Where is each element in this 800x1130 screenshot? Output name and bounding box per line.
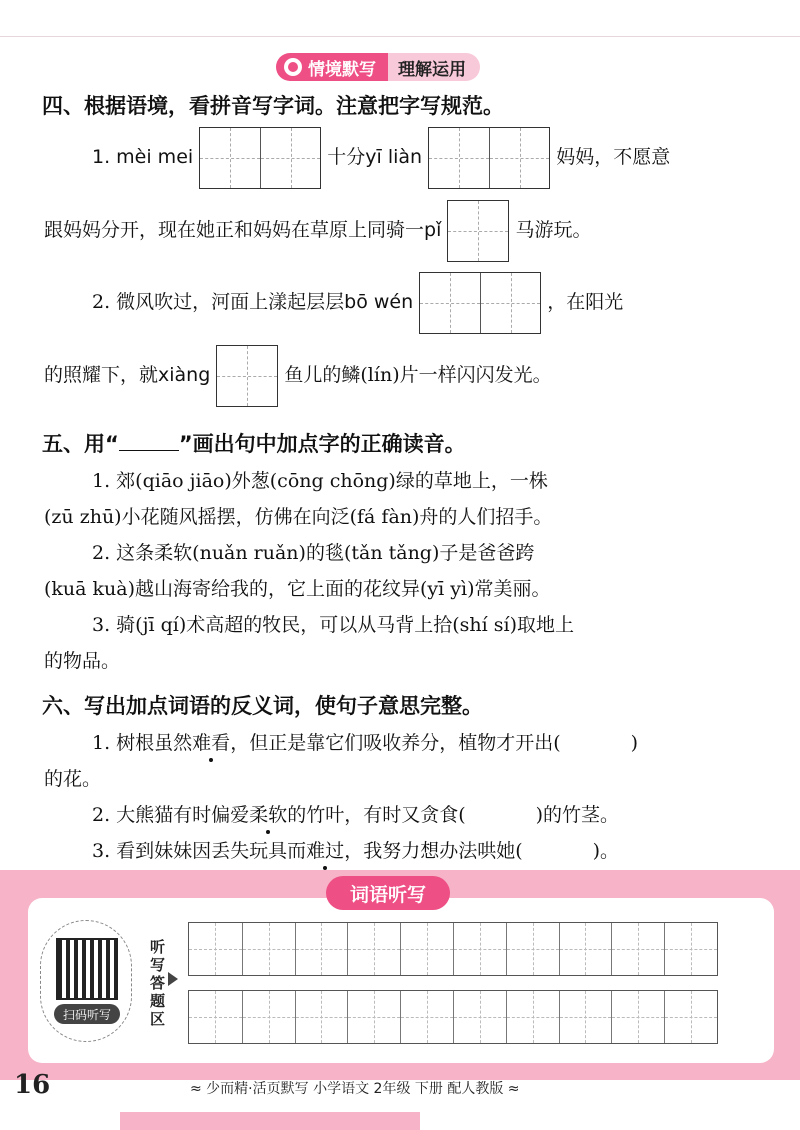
writing-box-meimei[interactable] — [199, 127, 321, 189]
s6-q1-line-2: 的花。 — [44, 768, 102, 790]
s5-q1-line-2[interactable]: (zū zhū)小花随风摇摆，仿佛在向泛(fá fàn)舟的人们招手。 — [44, 506, 553, 528]
footer-decoration — [120, 1112, 420, 1130]
s5-q3-line-2: 的物品。 — [44, 650, 121, 672]
text-shifen: 十分 — [327, 146, 366, 168]
s6-q2-end: )的竹茎。 — [535, 804, 620, 826]
s5-title-b: ”画出句中加点字的正确读音。 — [178, 432, 466, 456]
dotted-word-nankan: 难看 — [192, 728, 230, 755]
s6-q3-end: )。 — [592, 840, 620, 862]
s6-q1-end: ) — [630, 732, 639, 754]
dotted-word-nanguo: 难过 — [306, 836, 344, 863]
s6-q3-line — [92, 836, 619, 863]
badge-left — [276, 53, 388, 81]
writing-box-xiang[interactable] — [216, 345, 278, 407]
dictation-title: 词语听写 — [326, 876, 450, 910]
qr-code-icon[interactable] — [56, 938, 118, 1000]
qr-label[interactable]: 扫码听写 — [54, 1004, 120, 1024]
s5-q2-line-1[interactable]: 2. 这条柔软(nuǎn ruǎn)的毯(tǎn tǎng)子是爸爸跨 — [92, 542, 535, 564]
s4-line-2 — [44, 200, 591, 262]
section-5-title — [42, 428, 466, 458]
s6-q2-line — [92, 800, 619, 827]
dictation-grid-row-2[interactable] — [188, 990, 718, 1044]
badge-left-label: 情境默写 — [308, 59, 376, 80]
answer-area-label: 听写答题区 — [150, 938, 166, 1028]
badge-icon — [284, 58, 302, 76]
text-zhaoyao: 的照耀下，就 — [44, 364, 159, 386]
s6-q1-line-1 — [92, 728, 638, 755]
s5-q2-line-2[interactable]: (kuā kuà)越山海寄给我的，它上面的花纹异(yī yì)常美丽。 — [44, 578, 551, 600]
section-4-title: 四、根据语境，看拼音写字词。注意把字写规范。 — [42, 94, 504, 118]
top-divider — [0, 36, 800, 37]
s4-line-1 — [92, 127, 670, 189]
page-number: 16 — [14, 1070, 51, 1100]
footer-text: ≈ 少而精·活页默写 小学语文 2年级 下册 配人教版 ≈ — [190, 1081, 520, 1097]
section-badge — [276, 52, 480, 82]
underline-sample — [119, 432, 179, 451]
text-caoyuan: 跟妈妈分开，现在她正和妈妈在草原上同骑一 — [44, 219, 425, 241]
s4-line-3 — [92, 272, 623, 334]
text-weifeng: 2. 微风吹过，河面上漾起层层 — [92, 291, 345, 313]
writing-box-pi[interactable] — [447, 200, 509, 262]
writing-box-yilian[interactable] — [428, 127, 550, 189]
s6-q3-pre: 3. 看到妹妹因丢失玩具而 — [92, 840, 307, 862]
s6-q3-post: ，我努力想办法哄她( — [344, 840, 523, 862]
writing-box-bowen[interactable] — [419, 272, 541, 334]
section-6-title: 六、写出加点词语的反义词，使句子意思完整。 — [42, 694, 483, 718]
badge-right-label: 理解运用 — [388, 53, 480, 81]
arrow-right-icon — [168, 972, 178, 986]
dotted-word-rouruan: 柔软 — [249, 800, 287, 827]
pinyin-meimei: 1. mèi mei — [92, 146, 194, 168]
s6-q1-pre: 1. 树根虽然 — [92, 732, 193, 754]
s6-q2-pre: 2. 大熊猫有时偏爱 — [92, 804, 250, 826]
text-yangguang: ，在阳光 — [547, 291, 624, 313]
text-mayouwan: 马游玩。 — [515, 219, 592, 241]
pinyin-xiang: xiàng — [158, 364, 211, 386]
s6-q1-post: ，但正是靠它们吸收养分，植物才开出( — [230, 732, 561, 754]
text-mama: 妈妈，不愿意 — [556, 146, 671, 168]
s5-q1-line-1[interactable]: 1. 郊(qiāo jiāo)外葱(cōng chōng)绿的草地上，一株 — [92, 470, 548, 492]
pinyin-yilian: yī liàn — [365, 146, 423, 168]
s5-q3-line-1[interactable]: 3. 骑(jī qí)术高超的牧民，可以从马背上拾(shí sí)取地上 — [92, 614, 574, 636]
dictation-grid-row-1[interactable] — [188, 922, 718, 976]
s4-line-4 — [44, 345, 552, 407]
text-yuer: 鱼儿的鳞(lín)片一样闪闪发光。 — [284, 364, 552, 386]
pinyin-pi: pǐ — [424, 219, 442, 241]
s6-q2-post: 的竹叶，有时又贪食( — [287, 804, 466, 826]
pinyin-bowen: bō wén — [344, 291, 414, 313]
s5-title-a: 五、用“ — [42, 432, 119, 456]
